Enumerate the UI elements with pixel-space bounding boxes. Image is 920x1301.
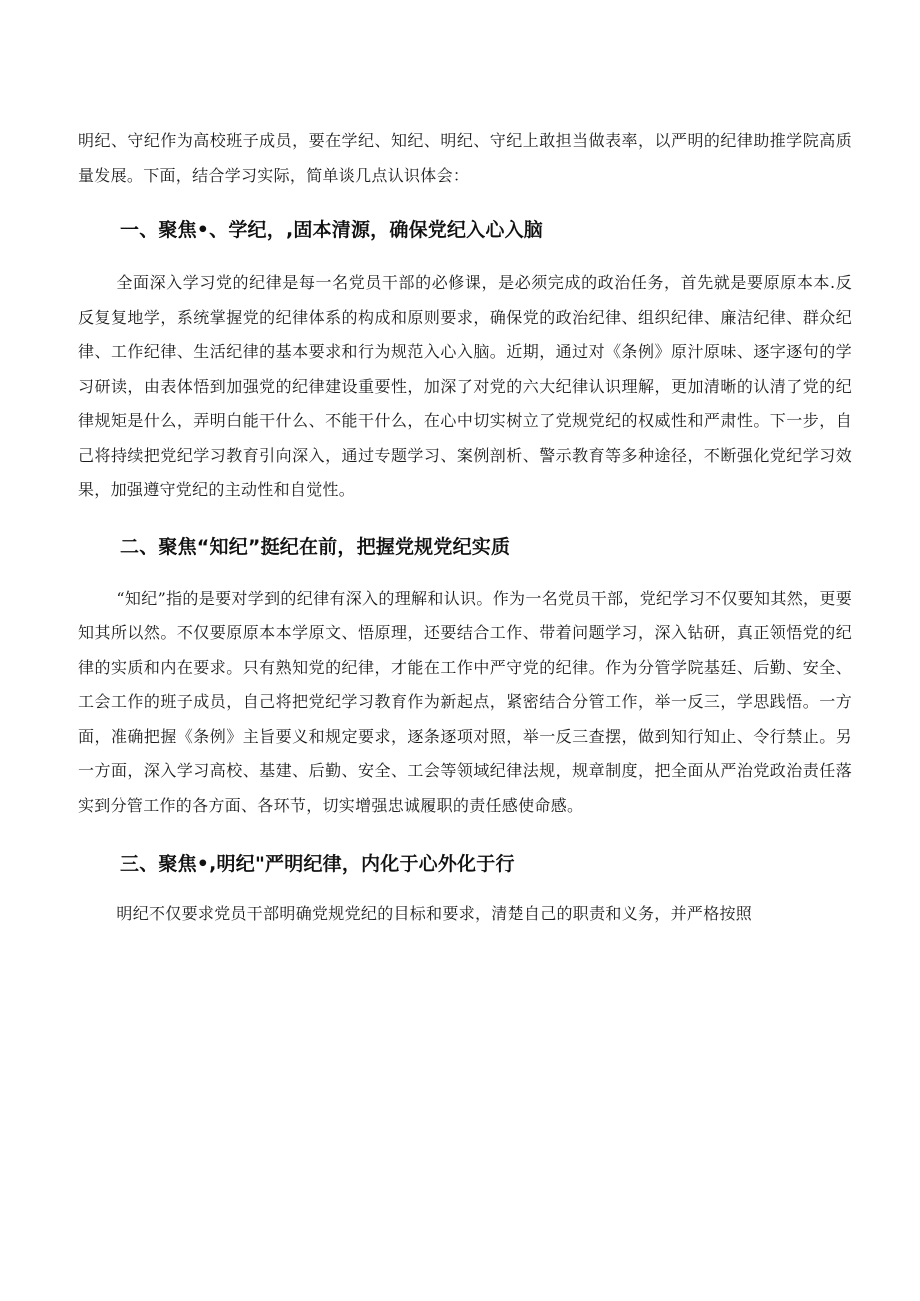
section-body-2: “知纪”指的是要对学到的纪律有深入的理解和认识。作为一名党员干部，党纪学习不仅要知其然，更要知其所以然。不仅要原原本本学原文、悟原理，还要结合工作、带着问题学习，深入钻研，真正领悟党的纪律的实质和内在要求。只有熟知党的纪律，才能在工作中严守党的纪律。作为分管学院基廷、后勤、安全、工会工作的班子成员，自己将把党纪学习教育作为新起点，紧密结合分管工作，举一反三，学思践悟。一方面，准确把握《条例》主旨要义和规定要求，逐条逐项对照，举一反三查摆，做到知行知止、令行禁止。另一方面，深入学习高校、基建、后勤、安全、工会等领域纪律法规，规章制度，把全面从严治党政治责任落实到分管工作的各方面、各环节，切实增强忠诚履职的责任感使命感。 — [78, 588, 852, 815]
intro-paragraph: 明纪、守纪作为高校班子成员，要在学纪、知纪、明纪、守纪上敢担当做表率，以严明的纪律助推学院高质量发展。下面，结合学习实际，简单谈几点认识体会： — [78, 131, 852, 185]
section-heading-1: 一、聚焦•、学纪，,固本清源，确保党纪入心入脑 — [120, 219, 543, 241]
section-heading-3: 三、聚焦•,明纪"严明纪律，内化于心外化于行 — [120, 853, 515, 875]
document-page — [78, 124, 852, 932]
section-heading-2: 二、聚焦“知纪”挺纪在前，把握党规党纪实质 — [120, 535, 511, 558]
section-body-3: 明纪不仅要求党员干部明确党规党纪的目标和要求，清楚自己的职责和义务，并严格按照 — [116, 904, 753, 923]
section-body-1: 全面深入学习党的纪律是每一名党员干部的必修课，是必须完成的政治任务，首先就是要原原本本.反反复复地学，系统掌握党的纪律体系的构成和原则要求，确保党的政治纪律、组织纪律、廉洁纪律、群众纪律、工作纪律、生活纪律的基本要求和行为规范入心入脑。近期，通过对《条例》原汁原味、逐字逐句的学习研读，由表体悟到加强党的纪律建设重要性，加深了对党的六大纪律认识理解，更加清晰的认清了党的纪律规矩是什么，弄明白能干什么、不能干什么，在心中切实树立了党规党纪的权威性和严肃性。下一步，自己将持续把党纪学习教育引向深入，通过专题学习、案例剖析、警示教育等多种途径，不断强化党纪学习效果，加强遵守党纪的主动性和自觉性。 — [78, 273, 852, 499]
